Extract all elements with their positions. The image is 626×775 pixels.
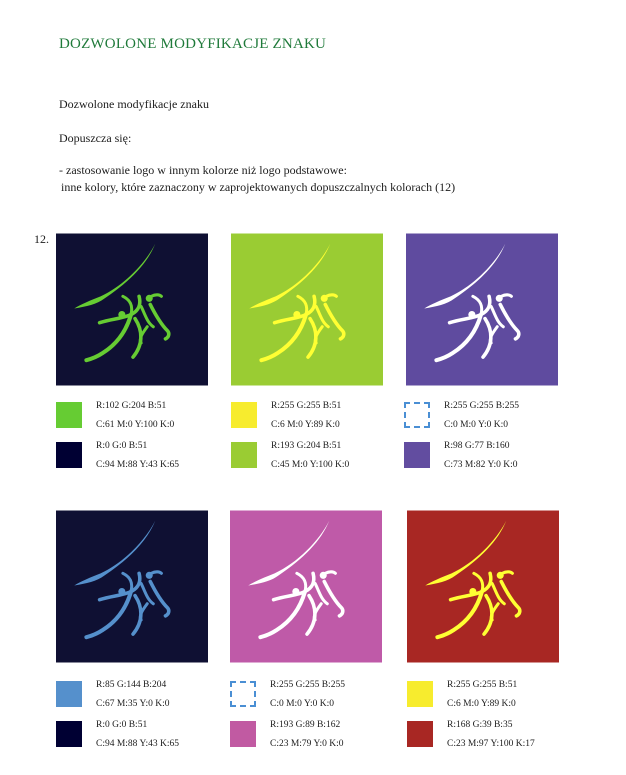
rule-line-2-text: inne kolory, które zaznaczony w zaprojektowanych dopuszczalnych kolorach [61, 180, 433, 194]
color-swatch [407, 721, 433, 747]
logo-variant-4 [56, 509, 208, 664]
rgb-value: R:193 G:204 B:51 [271, 441, 342, 451]
color-swatch [56, 681, 82, 707]
logo-variant-5 [230, 509, 382, 664]
cmyk-value: C:23 M:97 Y:100 K:17 [447, 739, 535, 749]
color-swatch [56, 402, 82, 428]
color-swatch [404, 402, 430, 428]
rgb-value: R:255 G:255 B:51 [447, 680, 518, 690]
cmyk-value: C:6 M:0 Y:89 K:0 [447, 699, 516, 709]
rgb-value: R:255 G:255 B:255 [270, 680, 345, 690]
cmyk-value: C:94 M:88 Y:43 K:65 [96, 739, 179, 749]
logo-variant-3 [406, 232, 558, 387]
cmyk-value: C:67 M:35 Y:0 K:0 [96, 699, 170, 709]
color-swatch [56, 721, 82, 747]
figure-number: 12. [34, 232, 49, 246]
cmyk-value: C:0 M:0 Y:0 K:0 [444, 420, 508, 430]
rgb-value: R:255 G:255 B:255 [444, 401, 519, 411]
subtitle: Dozwolone modyfikacje znaku [59, 97, 209, 111]
rule-line-2 [61, 180, 455, 195]
cmyk-value: C:94 M:88 Y:43 K:65 [96, 460, 179, 470]
rgb-value: R:102 G:204 B:51 [96, 401, 167, 411]
rgb-value: R:0 G:0 B:51 [96, 441, 148, 451]
color-swatch [231, 402, 257, 428]
allowed-heading: Dopuszcza się: [59, 131, 132, 145]
color-swatch [407, 681, 433, 707]
cmyk-value: C:73 M:82 Y:0 K:0 [444, 460, 518, 470]
logo-variant-6 [407, 509, 559, 664]
color-swatch [404, 442, 430, 468]
rgb-value: R:193 G:89 B:162 [270, 720, 341, 730]
rule-line-1: - zastosowanie logo w innym kolorze niż logo podstawowe: [59, 163, 347, 177]
rgb-value: R:85 G:144 B:204 [96, 680, 167, 690]
cmyk-value: C:45 M:0 Y:100 K:0 [271, 460, 350, 470]
color-swatch [56, 442, 82, 468]
cmyk-value: C:0 M:0 Y:0 K:0 [270, 699, 334, 709]
page-title: DOZWOLONE MODYFIKACJE ZNAKU [59, 36, 327, 52]
rgb-value: R:168 G:39 B:35 [447, 720, 513, 730]
rgb-value: R:255 G:255 B:51 [271, 401, 342, 411]
cmyk-value: C:61 M:0 Y:100 K:0 [96, 420, 175, 430]
cmyk-value: C:6 M:0 Y:89 K:0 [271, 420, 340, 430]
color-swatch [231, 442, 257, 468]
logo-variant-2 [231, 232, 383, 387]
rgb-value: R:98 G:77 B:160 [444, 441, 510, 451]
cmyk-value: C:23 M:79 Y:0 K:0 [270, 739, 344, 749]
rule-reference: (12) [435, 180, 456, 194]
logo-variant-1 [56, 232, 208, 387]
color-swatch [230, 721, 256, 747]
rgb-value: R:0 G:0 B:51 [96, 720, 148, 730]
color-swatch [230, 681, 256, 707]
